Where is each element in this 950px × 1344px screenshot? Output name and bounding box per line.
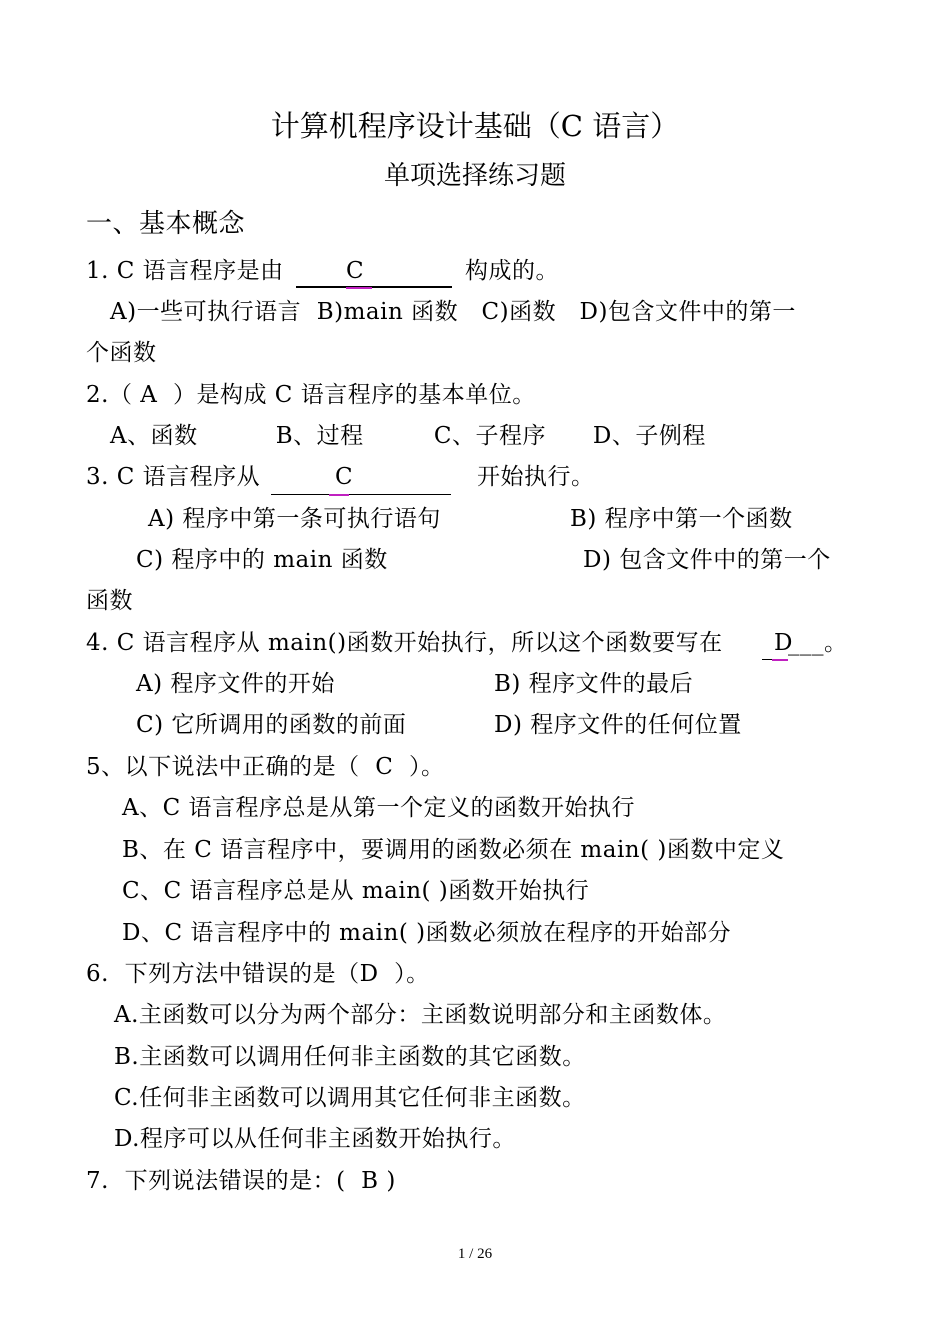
- q4-stem-end: ___。: [788, 630, 848, 656]
- q2-stem: 2.（ A ）是构成 C 语言程序的基本单位。: [86, 382, 536, 408]
- q3-underline: [271, 494, 451, 495]
- q6-option-c: C.任何非主函数可以调用其它任何非主函数。: [114, 1085, 586, 1111]
- q4-option-c: C) 它所调用的函数的前面: [136, 712, 407, 738]
- q1-stem: 1. C 语言程序是由: [86, 258, 284, 284]
- q1-options-wrap: 个函数: [86, 340, 157, 366]
- q5-option-a: A、C 语言程序总是从第一个定义的函数开始执行: [122, 795, 636, 821]
- q3-answer-mark: [329, 494, 349, 496]
- q1-stem-end: 构成的。: [465, 258, 559, 284]
- q3-stem-end: 开始执行。: [477, 464, 595, 490]
- page-number: 1 / 26: [457, 1246, 493, 1262]
- document-title: 计算机程序设计基础（C 语言）: [270, 109, 680, 143]
- q4-answer-blank: [762, 628, 793, 660]
- q2-options: A、函数 B、过程 C、子程序 D、子例程: [110, 423, 706, 449]
- q1-underline: [296, 286, 452, 288]
- q1-answer-mark: [346, 287, 372, 289]
- q4-stem: 4. C 语言程序从 main()函数开始执行，所以这个函数要写在: [86, 630, 723, 656]
- q6-option-b: B.主函数可以调用任何非主函数的其它函数。: [114, 1044, 586, 1070]
- q4-answer-mark: [772, 659, 788, 661]
- q1-options: A)一些可执行语言 B)main 函数 C)函数 D)包含文件中的第一: [110, 299, 796, 325]
- q3-options-wrap: 函数: [86, 588, 133, 614]
- section-heading: 一、基本概念: [86, 209, 246, 239]
- q4-option-a: A) 程序文件的开始: [136, 671, 335, 697]
- q4-option-b: B) 程序文件的最后: [494, 671, 694, 697]
- q1-answer-blank: [296, 256, 452, 288]
- q3-option-c: C) 程序中的 main 函数: [136, 547, 388, 573]
- document-subtitle: 单项选择练习题: [383, 161, 566, 191]
- q5-stem: 5、以下说法中正确的是（ C ）。: [86, 754, 445, 780]
- q4-option-d: D) 程序文件的任何位置: [494, 712, 742, 738]
- q3-stem: 3. C 语言程序从: [86, 464, 261, 490]
- q5-option-d: D、C 语言程序中的 main( )函数必须放在程序的开始部分: [122, 920, 732, 946]
- q6-option-d: D.程序可以从任何非主函数开始执行。: [114, 1126, 516, 1152]
- q3-option-d: D) 包含文件中的第一个: [583, 547, 831, 573]
- q3-answer: C: [335, 464, 353, 490]
- q3-option-a: A) 程序中第一条可执行语句: [148, 506, 441, 532]
- q6-option-a: A.主函数可以分为两个部分：主函数说明部分和主函数体。: [114, 1002, 727, 1028]
- q7-stem: 7. 下列说法错误的是：( B ): [86, 1168, 396, 1194]
- q3-answer-blank: [271, 462, 451, 495]
- q5-option-c: C、C 语言程序总是从 main( )函数开始执行: [122, 878, 590, 904]
- q5-option-b: B、在 C 语言程序中，要调用的函数必须在 main( )函数中定义: [122, 837, 785, 863]
- q3-option-b: B) 程序中第一个函数: [570, 506, 793, 532]
- q1-answer: C: [346, 258, 364, 284]
- q4-answer: D: [774, 630, 793, 656]
- q6-stem: 6. 下列方法中错误的是（D ）。: [86, 961, 430, 987]
